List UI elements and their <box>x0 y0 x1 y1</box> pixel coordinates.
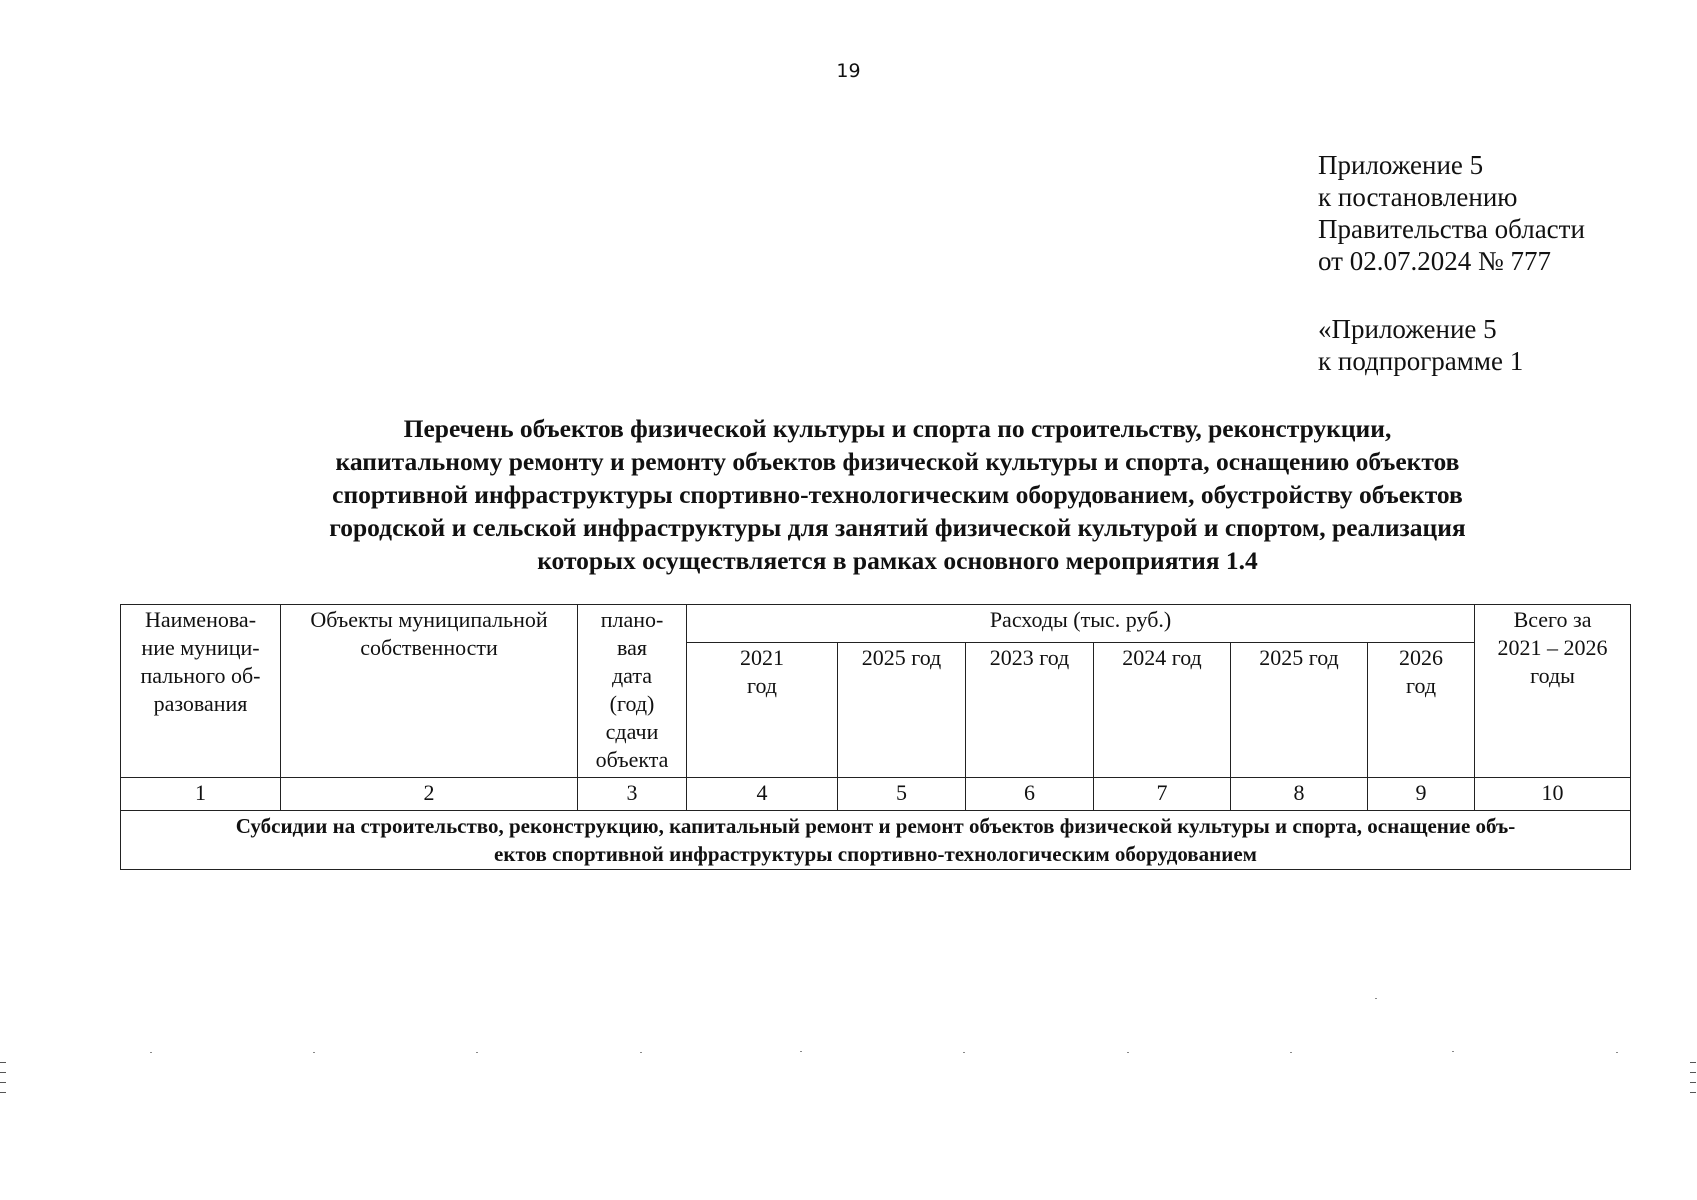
column-number: 7 <box>1094 778 1231 811</box>
header-objects: Объекты муниципальной собственности <box>281 605 578 778</box>
header-year: 2021 год <box>687 643 838 778</box>
title-line: капитальному ремонту и ремонту объектов физической культуры и спорта, оснащению объектов <box>335 447 1460 476</box>
subprogram-appendix-reference <box>1318 313 1523 377</box>
table-header-row <box>121 605 1631 643</box>
appendix-line: «Приложение 5 <box>1318 314 1497 344</box>
header-total: Всего за 2021 – 2026 годы <box>1475 605 1631 778</box>
column-number: 1 <box>121 778 281 811</box>
column-number: 6 <box>966 778 1094 811</box>
header-expenses: Расходы (тыс. руб.) <box>687 605 1475 643</box>
header-municipality: Наименова- ние муници- пального об- разования <box>121 605 281 778</box>
appendix-line: от 02.07.2024 № 777 <box>1318 246 1551 276</box>
page-number: 19 <box>836 60 861 82</box>
column-number: 8 <box>1231 778 1368 811</box>
header-year: 2023 год <box>966 643 1094 778</box>
header-year: 2025 год <box>838 643 966 778</box>
column-number: 4 <box>687 778 838 811</box>
column-number: 2 <box>281 778 578 811</box>
appendix-line: Правительства области <box>1318 214 1585 244</box>
section-heading: Субсидии на строительство, реконструкцию, капитальный ремонт и ремонт объектов физической культуры и спорта, оснащение объ- ектов спортивной инфраструктуры спортивно-технологическим оборудованием <box>121 811 1631 870</box>
title-line: спортивной инфраструктуры спортивно-технологическим оборудованием, обустройству объектов <box>332 480 1463 509</box>
column-number: 3 <box>578 778 687 811</box>
header-year: 2026 год <box>1368 643 1475 778</box>
appendix-line: к постановлению <box>1318 182 1518 212</box>
section-row <box>121 811 1631 870</box>
header-planned-date: плано- вая дата (год) сдачи объекта <box>578 605 687 778</box>
appendix-line: Приложение 5 <box>1318 150 1484 180</box>
title-line: которых осуществляется в рамках основного мероприятия 1.4 <box>537 546 1258 575</box>
title-line: городской и сельской инфраструктуры для занятий физической культурой и спортом, реализация <box>329 513 1466 542</box>
header-year: 2025 год <box>1231 643 1368 778</box>
column-number: 9 <box>1368 778 1475 811</box>
column-numbers-row <box>121 778 1631 811</box>
column-number: 10 <box>1475 778 1631 811</box>
appendix-reference <box>1318 149 1585 277</box>
title-line: Перечень объектов физической культуры и спорта по строительству, реконструкции, <box>403 414 1392 443</box>
header-year: 2024 год <box>1094 643 1231 778</box>
document-title <box>160 412 1635 577</box>
column-number: 5 <box>838 778 966 811</box>
appendix-line: к подпрограмме 1 <box>1318 346 1524 376</box>
objects-table <box>120 604 1631 870</box>
